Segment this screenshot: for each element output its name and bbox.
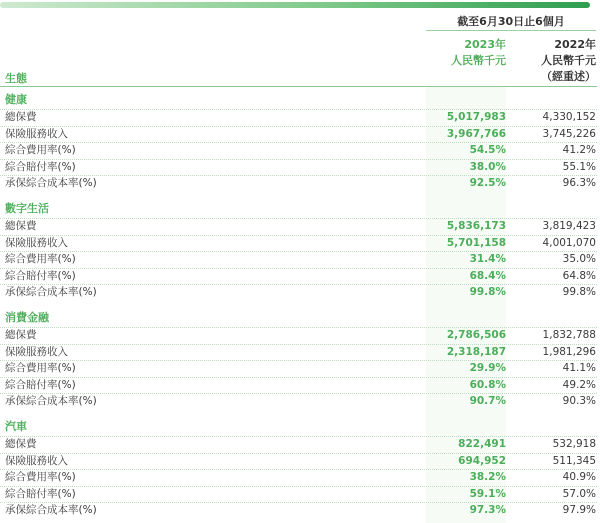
table-row	[0, 251, 597, 268]
table-row	[0, 235, 597, 252]
prior-value: 532,918	[552, 438, 596, 450]
prior-value: 511,345	[552, 454, 596, 467]
table-row	[0, 327, 597, 344]
segment-section	[0, 93, 597, 192]
current-value: 97.3%	[469, 504, 506, 516]
row-label: 總保費	[5, 220, 37, 232]
table-row	[0, 469, 597, 486]
prior-value: 99.8%	[562, 286, 596, 298]
current-value: 38.0%	[469, 160, 506, 173]
prior-value: 55.1%	[562, 160, 596, 173]
current-value: 2,786,506	[446, 329, 506, 341]
prior-value: 97.9%	[562, 504, 596, 516]
table-row	[0, 268, 597, 285]
current-unit: 人民幣千元	[451, 54, 506, 67]
row-label: 保險服務收入	[5, 345, 68, 358]
period-underline	[426, 30, 596, 31]
table-row	[0, 502, 597, 519]
table-row	[0, 159, 597, 176]
row-label: 綜合賠付率(%)	[5, 269, 76, 282]
table-row	[0, 284, 597, 301]
row-label: 綜合賠付率(%)	[5, 378, 76, 391]
current-value: 99.8%	[469, 286, 506, 298]
segment-section	[0, 311, 597, 410]
segment-section	[0, 420, 597, 519]
row-label: 綜合賠付率(%)	[5, 160, 76, 173]
prior-value: 64.8%	[562, 269, 596, 282]
row-label: 綜合費用率(%)	[5, 144, 76, 156]
prior-value: 96.3%	[562, 177, 596, 189]
prior-value: 35.0%	[562, 253, 596, 265]
row-label: 保險服務收入	[5, 127, 68, 140]
row-label: 綜合費用率(%)	[5, 362, 76, 374]
current-value: 29.9%	[469, 362, 506, 374]
current-value: 92.5%	[469, 177, 506, 189]
section-title: 消費金融	[5, 311, 49, 324]
prior-year: 2022年	[554, 38, 596, 51]
table-row	[0, 109, 597, 126]
current-value: 68.4%	[469, 269, 506, 282]
prior-value: 1,981,296	[542, 345, 596, 358]
row-label: 總保費	[5, 438, 37, 450]
row-label: 承保綜合成本率(%)	[5, 286, 97, 298]
prior-value: 41.1%	[562, 362, 596, 374]
segment-label: 生態	[5, 72, 27, 85]
prior-value: 57.0%	[562, 487, 596, 500]
current-value: 54.5%	[469, 144, 506, 156]
header-divider	[0, 86, 597, 87]
current-value: 5,701,158	[446, 236, 506, 249]
row-label: 綜合費用率(%)	[5, 253, 76, 265]
table-row	[0, 486, 597, 503]
current-value: 38.2%	[469, 471, 506, 483]
prior-value: 40.9%	[562, 471, 596, 483]
row-label: 承保綜合成本率(%)	[5, 395, 97, 407]
current-year: 2023年	[464, 38, 506, 51]
table-row	[0, 142, 597, 159]
row-label: 保險服務收入	[5, 454, 68, 467]
current-value: 5,017,983	[446, 111, 506, 123]
prior-value: 1,832,788	[542, 329, 596, 341]
table-row	[0, 360, 597, 377]
section-title: 汽車	[5, 420, 27, 433]
prior-value: 3,745,226	[542, 127, 596, 140]
prior-value: 3,819,423	[542, 220, 596, 232]
prior-value: 41.2%	[562, 144, 596, 156]
prior-value: 4,330,152	[542, 111, 596, 123]
prior-value: 4,001,070	[542, 236, 596, 249]
current-value: 694,952	[458, 454, 506, 467]
section-title: 數字生活	[5, 202, 49, 215]
prior-value: 49.2%	[562, 378, 596, 391]
table-row	[0, 436, 597, 453]
row-label: 承保綜合成本率(%)	[5, 504, 97, 516]
current-period-column-header	[426, 37, 506, 69]
row-label: 總保費	[5, 329, 37, 341]
table-row	[0, 126, 597, 143]
table-row	[0, 218, 597, 235]
prior-value: 90.3%	[562, 395, 596, 407]
current-value: 3,967,766	[446, 127, 506, 140]
prior-unit: 人民幣千元	[541, 54, 596, 67]
row-label: 綜合費用率(%)	[5, 471, 76, 483]
table-row	[0, 377, 597, 394]
prior-period-column-header	[512, 37, 596, 85]
row-label: 承保綜合成本率(%)	[5, 177, 97, 189]
current-value: 59.1%	[469, 487, 506, 500]
section-title: 健康	[5, 93, 27, 106]
row-label: 總保費	[5, 111, 37, 123]
current-value: 822,491	[458, 438, 506, 450]
period-header: 截至6月30日止6個月	[457, 15, 565, 28]
segment-section	[0, 202, 597, 301]
current-value: 90.7%	[469, 395, 506, 407]
current-value: 31.4%	[469, 253, 506, 265]
table-row	[0, 393, 597, 410]
prior-restated-note: （經重述）	[541, 70, 596, 83]
top-decorative-rule	[0, 2, 590, 8]
current-value: 5,836,173	[446, 220, 506, 232]
table-row	[0, 453, 597, 470]
row-label: 綜合賠付率(%)	[5, 487, 76, 500]
current-value: 60.8%	[469, 378, 506, 391]
table-row	[0, 175, 597, 192]
table-row	[0, 344, 597, 361]
row-label: 保險服務收入	[5, 236, 68, 249]
current-value: 2,318,187	[446, 345, 506, 358]
